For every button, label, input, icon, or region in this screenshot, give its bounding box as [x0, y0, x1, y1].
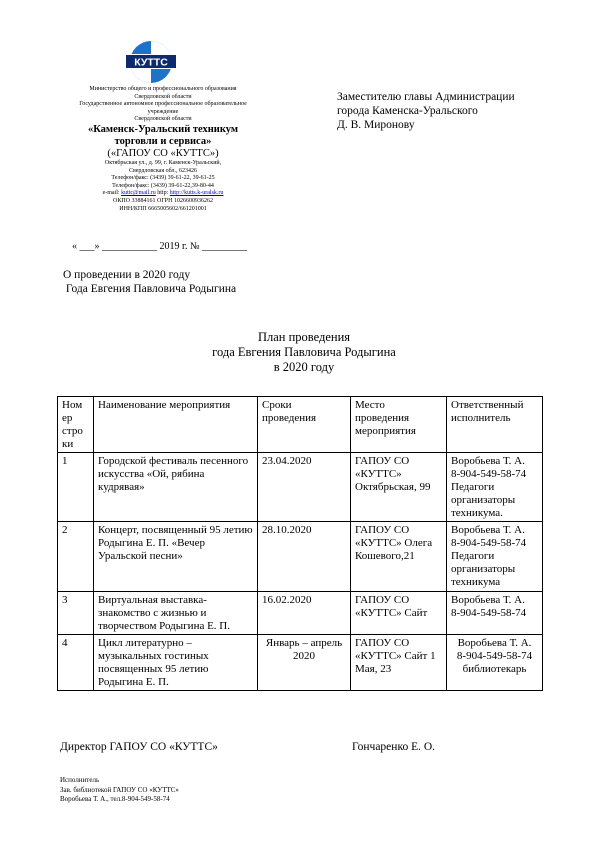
footer-line2: Зав. библиотекой ГАПОУ СО «КУТТС»: [60, 785, 179, 794]
subject-block: [63, 268, 236, 296]
footer-line3: Воробьева Т. А., тел.8-904-549-58-74: [60, 795, 170, 804]
cell-responsible: Воробьева Т. А. 8-904-549-58-74: [447, 592, 543, 635]
okpo-line: ОКПО 33884161 ОГРН 1026600936262: [113, 197, 213, 204]
header-place: Место проведения мероприятия: [351, 397, 447, 453]
cell-responsible: Воробьева Т. А. 8-904-549-58-74 Педагоги организаторы техникума.: [447, 453, 543, 522]
date-number-line: « ___» ___________ 2019 г. № _________: [72, 241, 248, 252]
subject-line1: О проведении в 2020 году: [63, 269, 191, 281]
cell-date: 23.04.2020: [258, 453, 351, 522]
cell-place: ГАПОУ СО «КУТТС» Сайт: [351, 592, 447, 635]
institution-name-line2: торговли и сервиса»: [114, 135, 212, 147]
header-responsible: Ответственный исполнитель: [447, 397, 543, 453]
table-row: [58, 635, 543, 691]
addressee-line2: города Каменска-Уральского: [337, 105, 478, 117]
ministry-line: Министерство общего и профессионального образования: [89, 86, 237, 92]
email-link[interactable]: kuttc@mail.ru: [121, 190, 156, 197]
letterhead: [78, 86, 248, 213]
addressee-block: [337, 90, 515, 132]
institution-name-line1: «Каменск-Уральский техникум: [87, 123, 239, 135]
plan-table: [57, 396, 543, 691]
table-row: [58, 592, 543, 635]
director-position: Директор ГАПОУ СО «КУТТС»: [60, 741, 218, 753]
subject-line2: Года Евгения Павловича Родыгина: [63, 283, 237, 295]
cell-name: Городской фестиваль песенного искусства «Ой, рябина кудрявая»: [94, 453, 258, 522]
institution-abbr: («ГАПОУ СО «КУТТС»): [107, 147, 219, 159]
director-name: Гончаренко Е. О.: [352, 741, 436, 753]
phone-line2: Телефон/факс: (3439) 39-61-22,39-80-44: [112, 182, 214, 189]
address-line1: Октябрьская ул., д. 99, г. Каменск-Уральский,: [104, 159, 222, 166]
cell-number: 4: [58, 635, 94, 691]
contacts-line: [78, 190, 248, 198]
plan-title: [150, 330, 458, 375]
email-prefix: e-mail:: [102, 190, 120, 197]
region-line-2: Свердловской области: [134, 116, 192, 123]
cell-responsible: Воробьева Т. А. 8-904-549-58-74 Педагоги организаторы техникума: [447, 522, 543, 592]
site-prefix: http:: [157, 190, 169, 197]
cell-number: 1: [58, 453, 94, 522]
cell-date: 16.02.2020: [258, 592, 351, 635]
header-number: Ном ер стро ки: [58, 397, 94, 453]
table-row: [58, 522, 543, 592]
institution-type-line: Государственное автономное профессиональное образовательное учреждение: [79, 101, 247, 115]
addressee-line3: Д. В. Миронову: [337, 119, 415, 131]
cell-responsible: Воробьева Т. А. 8-904-549-58-74 библиотекарь: [447, 635, 543, 691]
site-link[interactable]: http://kutts.k-uralsk.ru: [169, 190, 224, 197]
logo-text: КУТТС: [134, 56, 168, 69]
region-line: Свердловской области: [134, 93, 192, 100]
institution-logo: [112, 38, 190, 86]
cell-number: 2: [58, 522, 94, 592]
cell-place: ГАПОУ СО «КУТТС» Олега Кошевого,21: [351, 522, 447, 592]
address-line2: Свердловская обл., 623426: [128, 167, 198, 174]
cell-name: Виртуальная выставка-знакомство с жизнью и творчеством Родыгина Е. П.: [94, 592, 258, 635]
inn-line: ИНН/КПП 6665005602/661201001: [119, 205, 207, 212]
table-header-row: [58, 397, 543, 453]
cell-date: 28.10.2020: [258, 522, 351, 592]
title-line3: в 2020 году: [273, 360, 335, 374]
phone-line1: Телефон/факс: (3439) 39-61-22, 39-61-25: [111, 175, 215, 182]
addressee-line1: Заместителю главы Администрации: [337, 91, 515, 103]
cell-name: Цикл литературно – музыкальных гостиных посвященных 95 летию Родыгина Е. П.: [94, 635, 258, 691]
cell-place: ГАПОУ СО «КУТТС» Сайт 1 Мая, 23: [351, 635, 447, 691]
footer-line1: Исполнитель: [60, 776, 100, 784]
cell-date: Январь – апрель 2020: [258, 635, 351, 691]
cell-place: ГАПОУ СО «КУТТС» Октябрьская, 99: [351, 453, 447, 522]
header-dates: Сроки проведения: [258, 397, 351, 453]
table-row: [58, 453, 543, 522]
header-name: Наименование мероприятия: [94, 397, 258, 453]
executor-footer: [60, 776, 179, 805]
cell-name: Концерт, посвященный 95 летию Родыгина Е. П. «Вечер Уральской песни»: [94, 522, 258, 592]
title-line2: года Евгения Павловича Родыгина: [212, 345, 396, 359]
cell-number: 3: [58, 592, 94, 635]
title-line1: План проведения: [257, 330, 351, 344]
